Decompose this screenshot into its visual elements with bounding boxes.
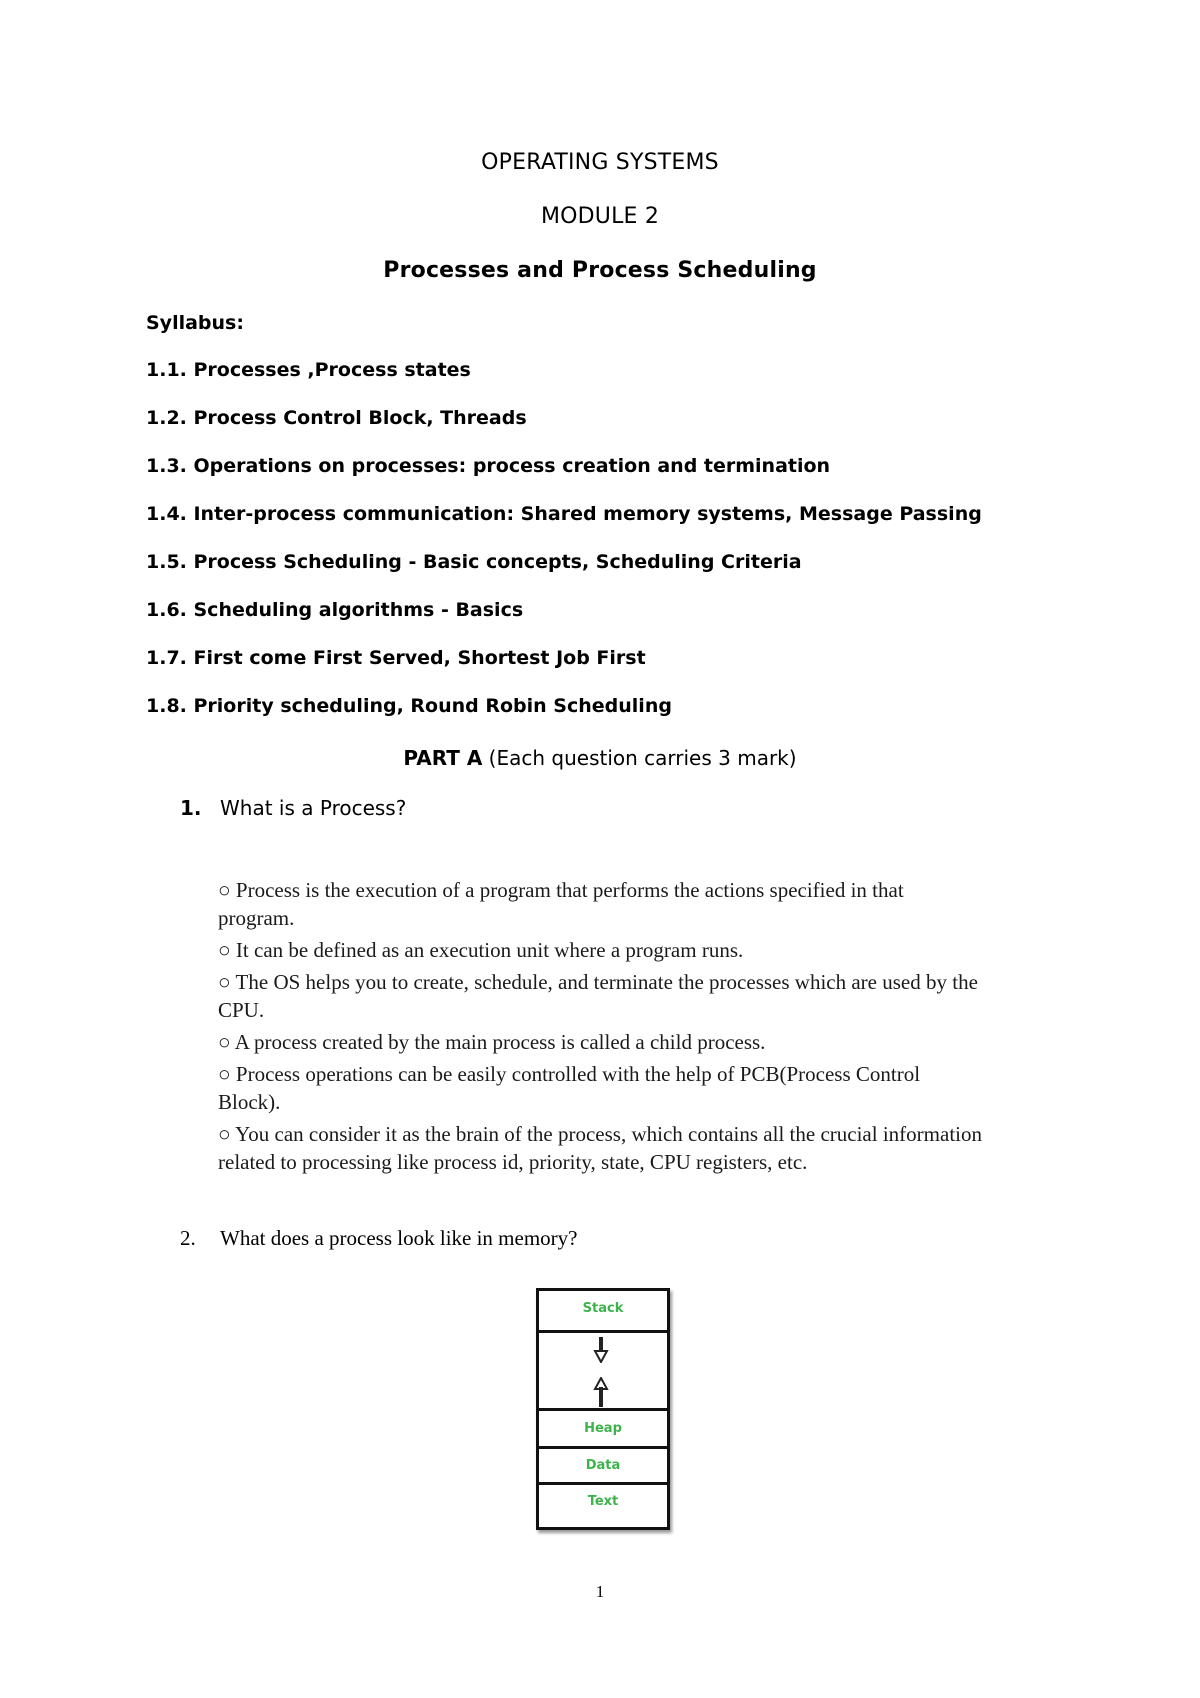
syllabus-label: Syllabus: [146, 312, 244, 334]
syllabus-item: 1.1. Processes ,Process states [146, 359, 471, 381]
answer-point: ○ Process operations can be easily controlled with the help of PCB(Process Control Block). [218, 1062, 921, 1114]
module-title: MODULE 2 [540, 204, 660, 229]
free-space-segment [539, 1333, 667, 1411]
syllabus-list [146, 358, 982, 742]
answer-point: ○ Process is the execution of a program that performs the actions specified in that program. [218, 878, 904, 930]
course-title: OPERATING SYSTEMS [481, 150, 719, 175]
syllabus-item: 1.2. Process Control Block, Threads [146, 407, 527, 429]
question-1 [180, 796, 406, 820]
topic-title: Processes and Process Scheduling [383, 258, 817, 283]
arrow-down-icon [591, 1337, 611, 1363]
heap-segment: Heap [539, 1411, 667, 1449]
question-number: 2. [180, 1226, 196, 1250]
answer-point: ○ A process created by the main process is called a child process. [218, 1030, 766, 1054]
syllabus-item: 1.8. Priority scheduling, Round Robin Scheduling [146, 695, 672, 717]
answer-point: ○ You can consider it as the brain of the process, which contains all the crucial information related to processing like process id, priority, state, CPU registers, etc. [218, 1122, 982, 1174]
arrow-up-icon [591, 1377, 611, 1407]
part-a-label: PART A [403, 746, 483, 770]
part-a-heading [0, 746, 1200, 770]
question-text: What does a process look like in memory? [220, 1226, 578, 1250]
syllabus-item: 1.4. Inter-process communication: Shared memory systems, Message Passing [146, 503, 982, 525]
data-segment: Data [539, 1449, 667, 1485]
syllabus-item: 1.6. Scheduling algorithms - Basics [146, 599, 524, 621]
question-2 [180, 1226, 577, 1251]
text-segment: Text [587, 1494, 619, 1509]
part-a-note: (Each question carries 3 mark) [482, 746, 797, 770]
answer-point: ○ The OS helps you to create, schedule, and terminate the processes which are used by the CPU. [218, 970, 978, 1022]
stack-segment: Stack [539, 1291, 667, 1333]
process-memory-diagram [536, 1288, 670, 1530]
syllabus-item: 1.5. Process Scheduling - Basic concepts, Scheduling Criteria [146, 551, 802, 573]
answer-point: ○ It can be defined as an execution unit where a program runs. [218, 938, 744, 962]
answer-1 [218, 876, 982, 1180]
syllabus-item: 1.3. Operations on processes: process creation and termination [146, 455, 831, 477]
question-text: What is a Process? [220, 796, 407, 820]
syllabus-item: 1.7. First come First Served, Shortest Job First [146, 647, 646, 669]
question-number: 1. [180, 796, 202, 820]
page-number: 1 [595, 1582, 605, 1601]
